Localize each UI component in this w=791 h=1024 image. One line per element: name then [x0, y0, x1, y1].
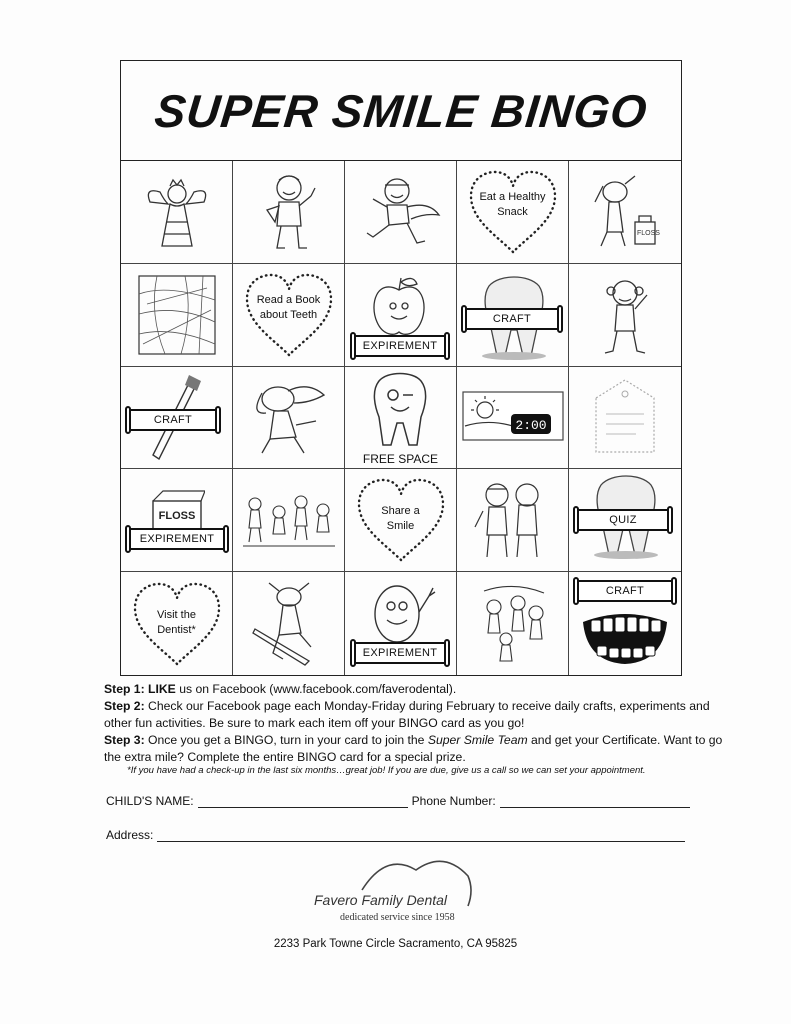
footnote: *If you have had a check-up in the last six months…great job! If you are due, give us a call so we can set your appointment. — [127, 765, 646, 776]
step-1 — [104, 681, 734, 698]
experiment-banner: EXPIREMENT — [129, 528, 225, 550]
heart-read-book — [243, 271, 335, 359]
heart-text: Eat a Healthy Snack — [479, 190, 546, 218]
bingo-cell-r3c4[interactable] — [457, 367, 569, 470]
heart-text: Share a Smile — [381, 505, 420, 533]
step-1-text: us on Facebook (www.facebook.com/faverodental). — [179, 682, 457, 696]
step-2-label: Step 2: — [104, 699, 145, 713]
bingo-cell-r2c1[interactable] — [121, 264, 233, 367]
bingo-cell-r4c4[interactable] — [457, 469, 569, 572]
boy-brushing-icon — [259, 170, 319, 254]
favero-logo — [300, 856, 490, 936]
apple-icon — [367, 274, 431, 344]
smiling-mouth-icon — [579, 612, 671, 668]
child-name-row — [106, 794, 690, 808]
heart-visit-dentist — [131, 580, 223, 668]
step-1-label: Step 1: — [104, 682, 145, 696]
winking-tooth-icon — [371, 371, 429, 449]
bingo-cell-r5c2[interactable] — [233, 572, 345, 675]
phone-label: Phone Number: — [411, 794, 496, 808]
experiment-banner: EXPIREMENT — [354, 335, 446, 357]
child-name-field[interactable] — [198, 794, 408, 808]
logo-name: Favero Family Dental — [314, 892, 448, 908]
bingo-cell-r4c5[interactable] — [569, 469, 681, 572]
clock-display: 2:00 — [514, 418, 547, 434]
egg-character-icon — [363, 578, 439, 648]
free-space-label: FREE SPACE — [362, 452, 439, 467]
step-1-bold: LIKE — [148, 682, 176, 696]
heart-text: Read a Book about Teeth — [256, 293, 321, 321]
child-name-label: CHILD'S NAME: — [106, 794, 194, 808]
dog-with-pencil-icon — [249, 581, 329, 667]
bingo-cell-r1c5[interactable] — [569, 161, 681, 264]
bingo-cell-r2c4[interactable] — [457, 264, 569, 367]
bingo-card — [120, 60, 682, 676]
bingo-cell-r3c2[interactable] — [233, 367, 345, 470]
step-2 — [104, 698, 734, 732]
craft-banner: CRAFT — [129, 409, 217, 431]
step-3-text-a: Once you get a BINGO, turn in your card to join the — [148, 733, 425, 747]
cartoon-dog-icon — [248, 375, 330, 459]
bingo-cell-r5c4[interactable] — [457, 572, 569, 675]
floss-box-label: FLOSS — [158, 510, 196, 523]
bingo-grid — [121, 161, 681, 675]
step-3 — [104, 732, 734, 766]
bingo-cell-r5c3[interactable] — [345, 572, 457, 675]
craft-banner: CRAFT — [465, 308, 559, 330]
step-3-text-b: and get your Certificate. Want to go the extra mile? Complete the entire BINGO card for a special prize. — [104, 733, 723, 764]
craft-banner: CRAFT — [577, 580, 673, 602]
step-2-text: Check our Facebook page each Monday-Friday during February to receive daily crafts, experiments and other fun activities. Be sure to mark each item off your BINGO card as you go! — [104, 699, 710, 730]
bingo-cell-r1c1[interactable] — [121, 161, 233, 264]
bingo-cell-r4c1[interactable] — [121, 469, 233, 572]
bingo-cell-r1c4[interactable] — [457, 161, 569, 264]
sun-clock-card-icon — [461, 390, 565, 444]
step-3-label: Step 3: — [104, 733, 145, 747]
quiz-banner: QUIZ — [577, 509, 669, 531]
experiment-banner: EXPIREMENT — [354, 642, 446, 664]
svg-text:FLOSS: FLOSS — [637, 229, 660, 237]
step-3-italic: Super Smile Team — [427, 733, 528, 747]
bingo-cell-r5c1[interactable] — [121, 572, 233, 675]
bingo-cell-r3c1[interactable] — [121, 367, 233, 470]
bingo-cell-r2c2[interactable] — [233, 264, 345, 367]
footer-address: 2233 Park Towne Circle Sacramento, CA 95825 — [273, 938, 518, 950]
bingo-cell-r4c2[interactable] — [233, 469, 345, 572]
instructions — [104, 681, 734, 766]
superhero-kid-icon — [359, 171, 443, 253]
bingo-cell-r1c3[interactable] — [345, 161, 457, 264]
heart-healthy-snack — [467, 168, 559, 256]
address-row — [106, 828, 685, 842]
certificate-tag-icon — [590, 378, 660, 456]
tooth-fairy-icon — [142, 172, 212, 252]
color-by-number-icon — [137, 274, 217, 356]
bingo-cell-r3c3[interactable] — [345, 367, 457, 470]
dog-with-floss-icon — [585, 172, 665, 252]
bingo-cell-r1c2[interactable] — [233, 161, 345, 264]
bingo-cell-r4c3[interactable] — [345, 469, 457, 572]
phone-field[interactable] — [500, 794, 690, 808]
kids-group-scene-icon — [470, 583, 556, 665]
title-row — [121, 61, 681, 161]
two-kids-icon — [473, 477, 553, 563]
heart-share-smile — [355, 476, 447, 564]
group-of-characters-icon — [241, 490, 337, 550]
heart-text: Visit the Dentist* — [157, 608, 196, 636]
bingo-cell-r2c5[interactable] — [569, 264, 681, 367]
address-label: Address: — [106, 828, 154, 842]
bingo-cell-r5c5[interactable] — [569, 572, 681, 675]
bingo-cell-r3c5[interactable] — [569, 367, 681, 470]
logo-tagline: dedicated service since 1958 — [340, 912, 455, 923]
address-field[interactable] — [157, 828, 685, 842]
bingo-cell-r2c3[interactable] — [345, 264, 457, 367]
monkey-icon — [595, 273, 655, 357]
page-title: SUPER SMILE BINGO — [152, 84, 650, 137]
